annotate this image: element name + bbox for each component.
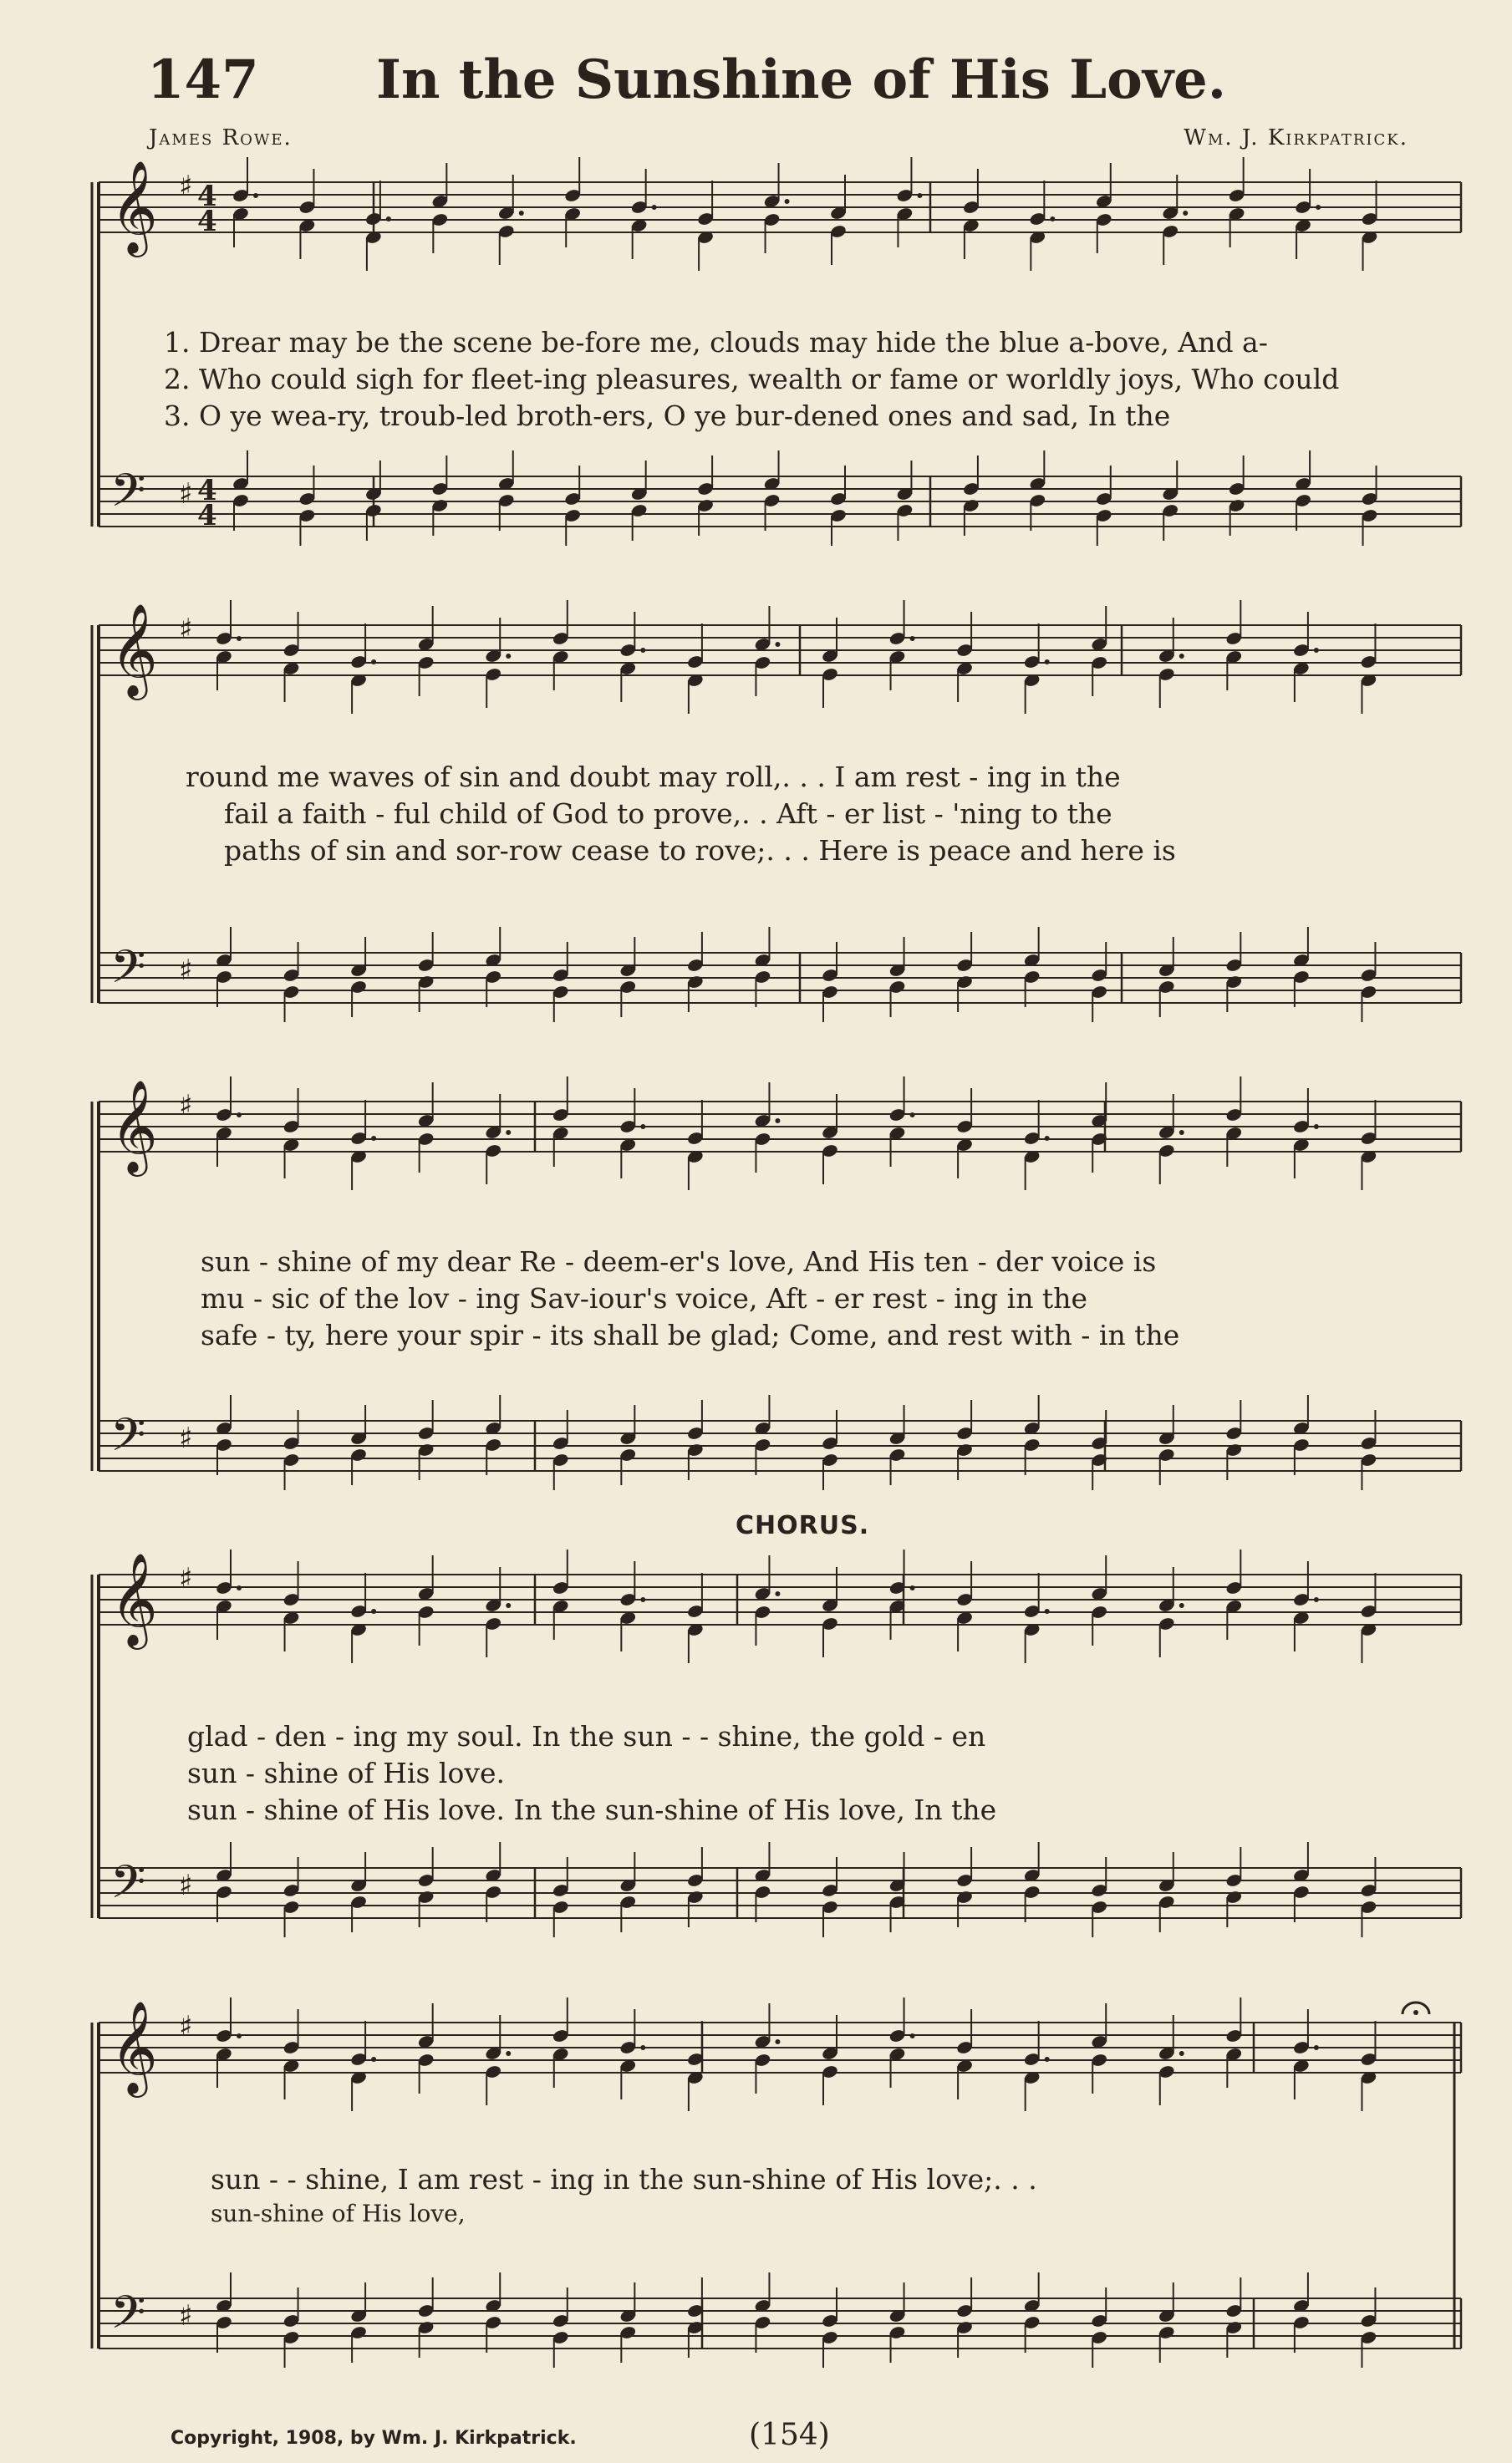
augmentation-dot [917,193,922,198]
lyric-verse-3: sun - shine of His love. In the sun-shine of His love, In the [187,1794,997,1826]
chorus-label: CHORUS. [736,1511,870,1540]
key-signature-sharp: ♯ [179,2299,193,2333]
augmentation-dot [640,1597,645,1602]
augmentation-dot [910,1585,915,1590]
lyric-verse-1: sun - shine of my dear Re - deem-er's love, And His ten - der voice is [201,1245,1157,1278]
key-signature-sharp: ♯ [179,613,193,646]
key-signature-sharp: ♯ [179,2010,193,2043]
augmentation-dot [785,199,790,204]
treble-clef: 𝄞 [110,1552,158,1646]
treble-clef: 𝄞 [110,2000,158,2094]
composer-credit: Wm. J. Kirkpatrick. [1184,125,1408,150]
augmentation-dot [910,636,915,641]
key-signature-sharp: ♯ [179,477,193,511]
lyric-verse-2: sun - shine of His love. [187,1757,505,1789]
augmentation-dot [1314,648,1319,653]
key-signature-sharp: ♯ [179,954,193,987]
fermata-dot [1413,2010,1418,2015]
lyricist-credit: James Rowe. [149,125,293,150]
page-footer-number: (154) [749,2418,830,2452]
key-signature-sharp: ♯ [179,1422,193,1455]
lyric-verse-2: 2. Who could sigh for fleet-ing pleasures, wealth or fame or worldly joys, Who could [164,363,1340,395]
bass-clef: 𝄢 [110,1855,146,1920]
key-signature-sharp: ♯ [179,170,193,203]
augmentation-dot [506,2051,511,2056]
augmentation-dot [1045,1609,1050,1614]
lyric-verse-1: round me waves of sin and doubt may roll,. . . I am rest - ing in the [186,761,1121,793]
augmentation-dot [1183,211,1188,216]
treble-clef: 𝄞 [110,603,158,696]
augmentation-dot [386,216,391,221]
augmentation-dot [775,2039,780,2044]
time-signature-top: 4 [197,474,217,507]
augmentation-dot [1314,1597,1319,1602]
lyric-verse-2: fail a faith - ful child of God to prove,. . Aft - er list - 'ning to the [224,797,1112,830]
key-signature-sharp: ♯ [179,1089,193,1122]
augmentation-dot [640,1124,645,1129]
augmentation-dot [519,211,524,216]
key-signature-sharp: ♯ [179,1869,193,1902]
augmentation-dot [775,1118,780,1123]
augmentation-dot [506,654,511,659]
lyric-verse-3: safe - ty, here your spir - its shall be glad; Come, and rest with - in the [201,1319,1180,1351]
augmentation-dot [640,648,645,653]
augmentation-dot [1045,1136,1050,1141]
augmentation-dot [1314,2045,1319,2050]
augmentation-dot [640,2045,645,2050]
lyric-verse-3: 3. O ye wea-ry, troub-led broth-ers, O ye bur-dened ones and sad, In the [164,399,1171,432]
lyric-alto-line: sun-shine of His love, [211,2200,466,2227]
augmentation-dot [1050,216,1055,221]
treble-clef: 𝄞 [110,1079,158,1173]
bass-clef: 𝄢 [110,940,146,1005]
augmentation-dot [1045,659,1050,664]
augmentation-dot [253,193,258,198]
augmentation-dot [237,1112,242,1117]
augmentation-dot [237,2033,242,2038]
augmentation-dot [371,1609,376,1614]
augmentation-dot [506,1130,511,1135]
augmentation-dot [1314,1124,1319,1129]
augmentation-dot [910,1112,915,1117]
lyric-verse-3: paths of sin and sor-row cease to rove;. . . Here is peace and here is [224,834,1176,867]
lyric-verse-2: mu - sic of the lov - ing Sav-iour's voice, Aft - er rest - ing in the [201,1282,1087,1315]
copyright: Copyright, 1908, by Wm. J. Kirkpatrick. [171,2428,577,2449]
key-signature-sharp: ♯ [179,1562,193,1595]
lyric-verse-1: sun - - shine, I am rest - ing in the sun-shine of His love;. . . [211,2163,1037,2196]
time-signature-bottom: 4 [197,499,217,532]
augmentation-dot [1179,1130,1184,1135]
augmentation-dot [652,205,657,210]
lyric-verse-1: glad - den - ing my soul. In the sun - - shine, the gold - en [187,1720,986,1753]
augmentation-dot [371,2057,376,2062]
bass-clef: 𝄢 [110,2286,146,2350]
augmentation-dot [910,2033,915,2038]
lyric-verse-1: 1. Drear may be the scene be-fore me, clouds may hide the blue a-bove, And a- [164,326,1268,359]
treble-clef: 𝄞 [110,160,158,253]
augmentation-dot [1045,2057,1050,2062]
augmentation-dot [1179,1603,1184,1608]
time-signature-top: 4 [197,180,217,213]
augmentation-dot [1316,205,1321,210]
bass-clef: 𝄢 [110,464,146,528]
page-number: 147 [147,48,259,111]
augmentation-dot [506,1603,511,1608]
augmentation-dot [371,659,376,664]
time-signature-bottom: 4 [197,205,217,238]
augmentation-dot [237,636,242,641]
augmentation-dot [371,1136,376,1141]
bass-clef: 𝄢 [110,1408,146,1473]
augmentation-dot [775,642,780,647]
augmentation-dot [237,1585,242,1590]
augmentation-dot [775,1591,780,1596]
hymn-title: In the Sunshine of His Love. [376,48,1226,111]
augmentation-dot [1179,2051,1184,2056]
augmentation-dot [1179,654,1184,659]
